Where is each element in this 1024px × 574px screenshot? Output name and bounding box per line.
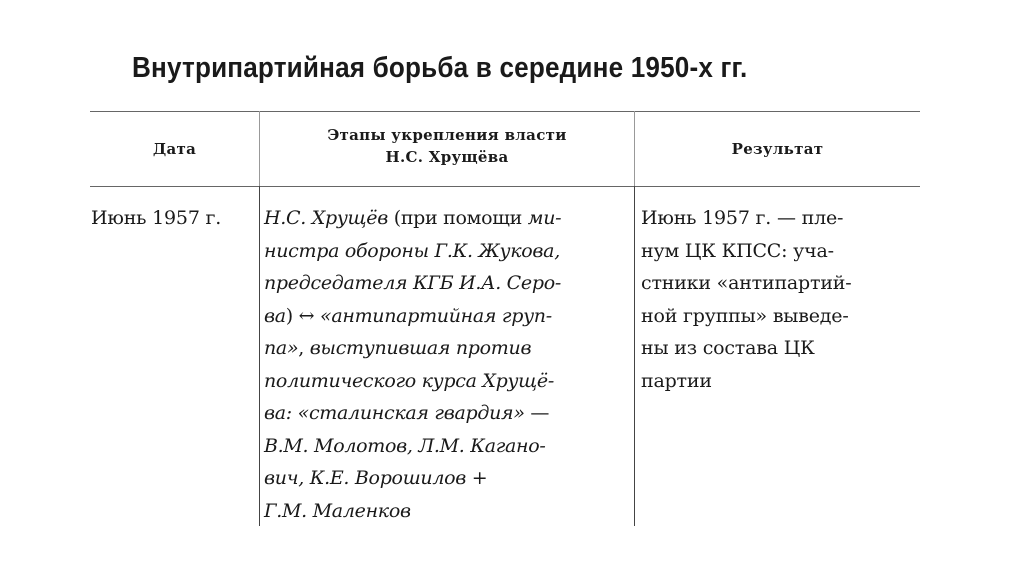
table-header-rule — [90, 186, 920, 187]
stages-text-segment: ) ↔ — [285, 304, 321, 327]
cell-stages — [264, 202, 561, 527]
cell-result — [641, 202, 851, 397]
stages-text-segment: — — [524, 402, 550, 424]
stages-text-segment: (при помощи — [387, 207, 528, 229]
page-title: Внутрипартийная борьба в середине 1950-х гг. — [132, 52, 748, 84]
result-line: партии — [641, 369, 712, 392]
column-header-stages-line1: Этапы укрепления власти — [327, 126, 567, 144]
stages-line — [264, 430, 561, 463]
stages-line — [264, 397, 561, 430]
stages-text-segment: па» — [264, 337, 299, 359]
table-top-rule — [90, 111, 920, 112]
column-divider-2 — [634, 186, 635, 526]
stages-line — [264, 462, 561, 495]
result-line: Июнь 1957 г. — пле- — [641, 207, 844, 229]
stages-text-segment: + — [466, 467, 488, 489]
stages-text-segment: ва: «сталинская гвардия» — [264, 402, 525, 424]
column-header-date: Дата — [152, 140, 197, 158]
result-line: нум ЦК КПСС: уча- — [641, 239, 834, 262]
stages-text-segment: вич, К.Е. Ворошилов — [264, 467, 467, 489]
column-header-result: Результат — [731, 140, 824, 158]
column-divider-1 — [259, 186, 260, 526]
stages-line — [264, 267, 561, 300]
stages-line — [264, 365, 561, 398]
stages-text-segment: «антипартийная груп- — [320, 304, 552, 327]
column-header-stages — [260, 124, 634, 168]
stages-line — [264, 202, 561, 235]
stages-line — [264, 495, 561, 528]
stages-text-segment: выступившая против — [309, 337, 532, 359]
cell-date: Июнь 1957 г. — [91, 207, 222, 229]
stages-text-segment: председателя КГБ И.А. Серо- — [264, 272, 561, 294]
stages-text-segment: Г.М. Маленков — [264, 499, 411, 522]
stages-line — [264, 235, 561, 268]
stages-text-segment: нистра обороны Г.К. Жукова, — [264, 239, 560, 262]
stages-text-segment: , — [298, 337, 310, 359]
stages-line — [264, 300, 561, 333]
stages-text-segment: ва — [264, 304, 286, 327]
result-line: ной группы» выведе- — [641, 304, 849, 327]
stages-text-segment: Н.С. Хрущёв — [264, 207, 388, 229]
stages-text-segment: политического курса Хрущё- — [264, 369, 554, 392]
result-line: ны из состава ЦК — [641, 337, 815, 359]
stages-line — [264, 332, 561, 365]
stages-text-segment: ми- — [527, 207, 562, 229]
column-header-stages-line2: Н.С. Хрущёва — [385, 148, 509, 166]
stages-text-segment: В.М. Молотов, Л.М. Кагано- — [264, 434, 546, 457]
result-line: стники «антипартий- — [641, 272, 852, 294]
